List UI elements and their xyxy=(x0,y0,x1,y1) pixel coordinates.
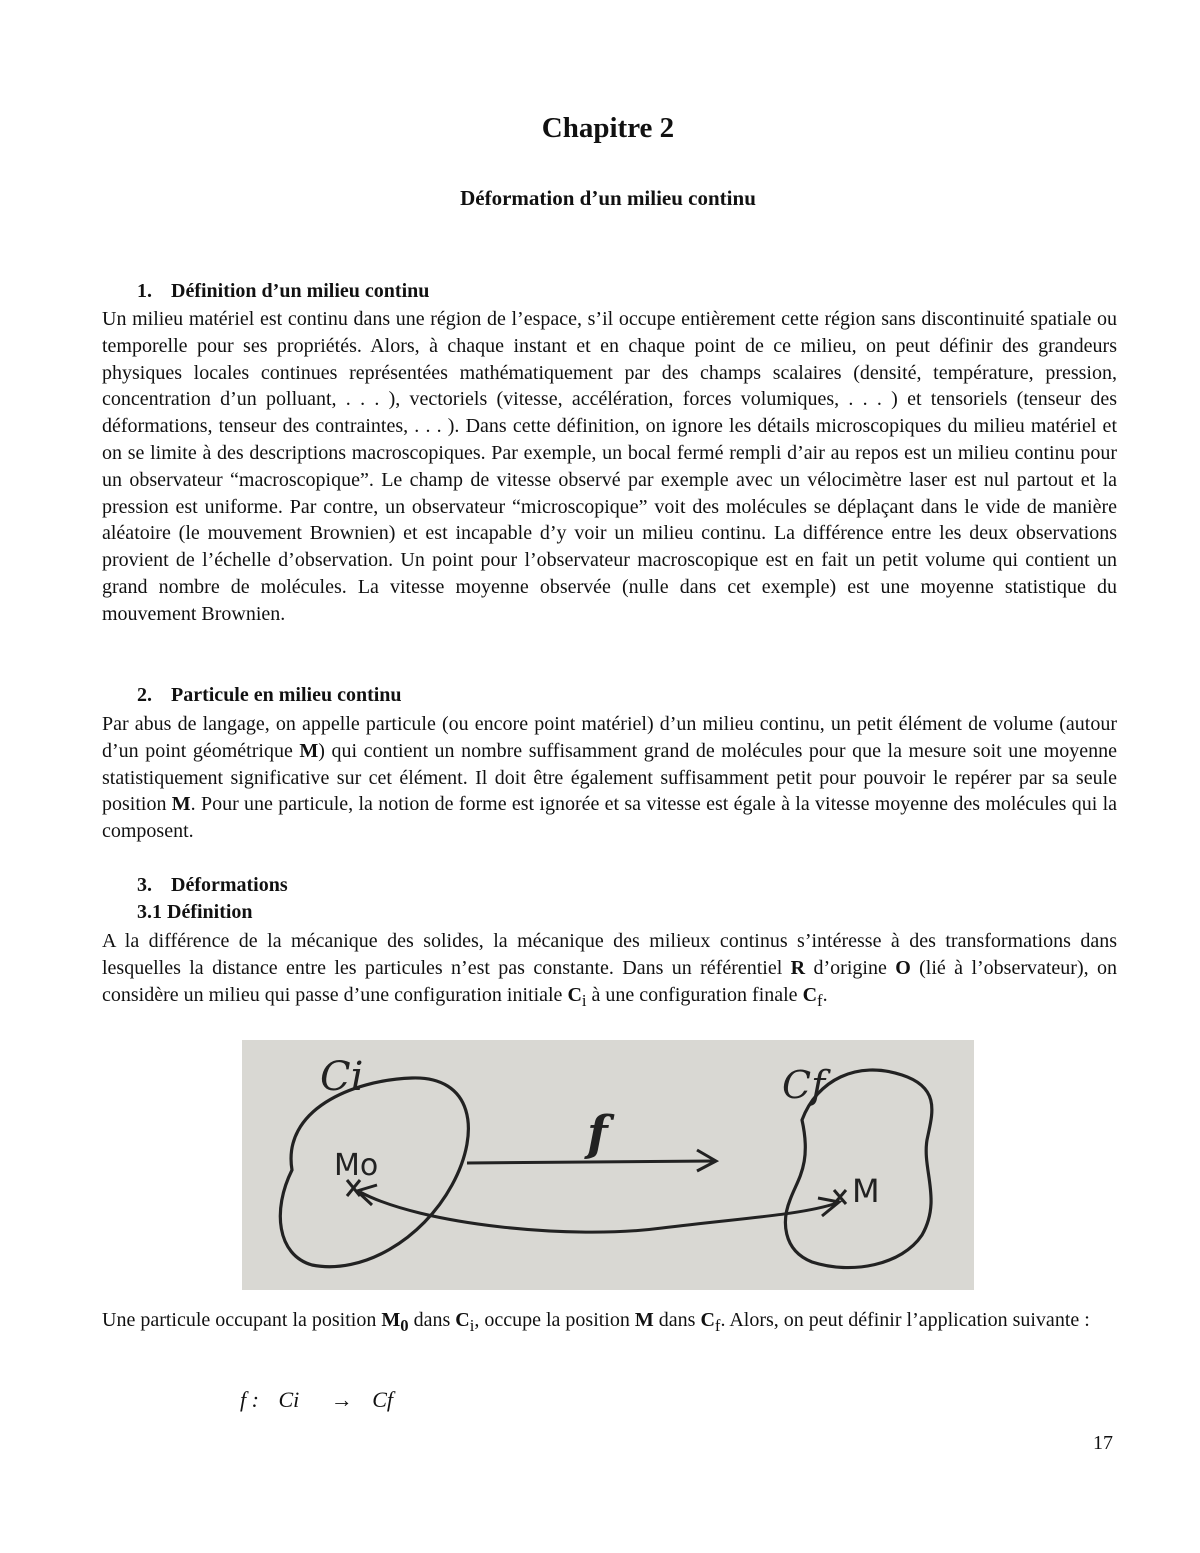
label-f: f xyxy=(587,1106,608,1162)
section-2-heading xyxy=(137,684,402,707)
section-1-number: 1. xyxy=(137,280,152,302)
section-3-1-body: A la différence de la mécanique des solides, la mécanique des milieux continus s’intéresse à des transformations dans lesquelles la distance entre les particules n’est pas constante. Dans un référentiel R d’origine O (lié à l’observateur), on considère un milieu qui passe d’une configuration initiale $C_i$ à une configuration finale $C_f$. xyxy=(102,930,1117,1010)
mapping-cf: Cf xyxy=(372,1387,394,1412)
after-figure-body: Une particule occupant la position $M_0$ dans $C_i$, occupe la position M dans $C_f$. Alors, on peut définir l’application suivante : xyxy=(102,1309,1090,1335)
point-m-label: M xyxy=(299,739,319,762)
chapter-title: Chapitre 2 xyxy=(541,112,675,144)
chapter-subtitle: Déformation d’un milieu continu xyxy=(460,186,756,210)
section-3-number: 3. xyxy=(137,874,152,896)
mapping-ci: Ci xyxy=(278,1387,300,1412)
label-cf: Cf xyxy=(782,1063,826,1107)
label-m: M xyxy=(852,1172,880,1210)
label-m0: Mo xyxy=(334,1148,379,1183)
label-ci: Ci xyxy=(320,1054,364,1100)
section-1-title: Définition d’un milieu continu xyxy=(171,280,430,302)
section-2-number: 2. xyxy=(137,684,152,706)
section-3-1-heading: 3.1 Définition xyxy=(137,901,253,923)
deformation-sketch xyxy=(242,1040,974,1290)
mapping-formula xyxy=(240,1387,393,1413)
mapping-f: f : xyxy=(240,1387,259,1412)
section-2-body: Par abus de langage, on appelle particule (ou encore point matériel) d’un milieu continu, un petit élément de volume (autour d’un point géométrique M) qui contient un nombre suffisamment grand de molécules pour que la mesure soit une moyenne statistiquement significative sur cet élément. Il doit être également suffisamment petit pour pouvoir le repérer par sa seule position M. Pour une particule, la notion de forme est ignorée et sa vitesse est égale à la vitesse moyenne des molécules qui la composent. xyxy=(102,713,1118,843)
section-3-heading xyxy=(137,874,288,897)
section-1-body: Un milieu matériel est continu dans une région de l’espace, s’il occupe entièrement cette région sans discontinuité spatiale ou temporelle pour ses propriétés. Alors, à chaque instant et en chaque point de ce milieu, on peut définir des grandeurs physiques locales continues représentées mathématiquement par des champs scalaires (densité, température, pression, concentration d’un polluant, . . . ), vectoriels (vitesse, accélération, forces volumiques, . . . ) et tensoriels (tenseur des déformations, tenseur des contraintes, . . . ). Dans cette définition, on ignore les détails microscopiques du milieu matériel et on se limite à des descriptions macroscopiques. Par exemple, un bocal fermé rempli d’air au repos est un milieu continu pour un observateur “macroscopique”. Le champ de vitesse observé par exemple avec un vélocimètre laser est nul partout et la pression est uniforme. Par contre, un observateur “microscopique” voit des molécules se déplaçant dans le vide de manière aléatoire (le mouvement Brownien) et est incapable d’y voir un milieu continu. La différence entre les deux observations provient de l’échelle d’observation. Un point pour l’observateur macroscopique est en fait un petit volume qui contient un grand nombre de molécules. La vitesse moyenne observée (nulle dans cet exemple) est une moyenne statistique du mouvement Brownien. xyxy=(102,308,1117,625)
deformation-figure xyxy=(242,1040,974,1290)
page-number: 17 xyxy=(1093,1432,1113,1454)
section-2-title: Particule en milieu continu xyxy=(171,684,402,706)
mapping-arrow: → xyxy=(330,1387,353,1412)
trajectory-curve xyxy=(360,1192,837,1232)
point-m-label: M xyxy=(171,793,191,816)
section-3-title: Déformations xyxy=(171,874,288,896)
section-1-heading xyxy=(137,280,429,303)
